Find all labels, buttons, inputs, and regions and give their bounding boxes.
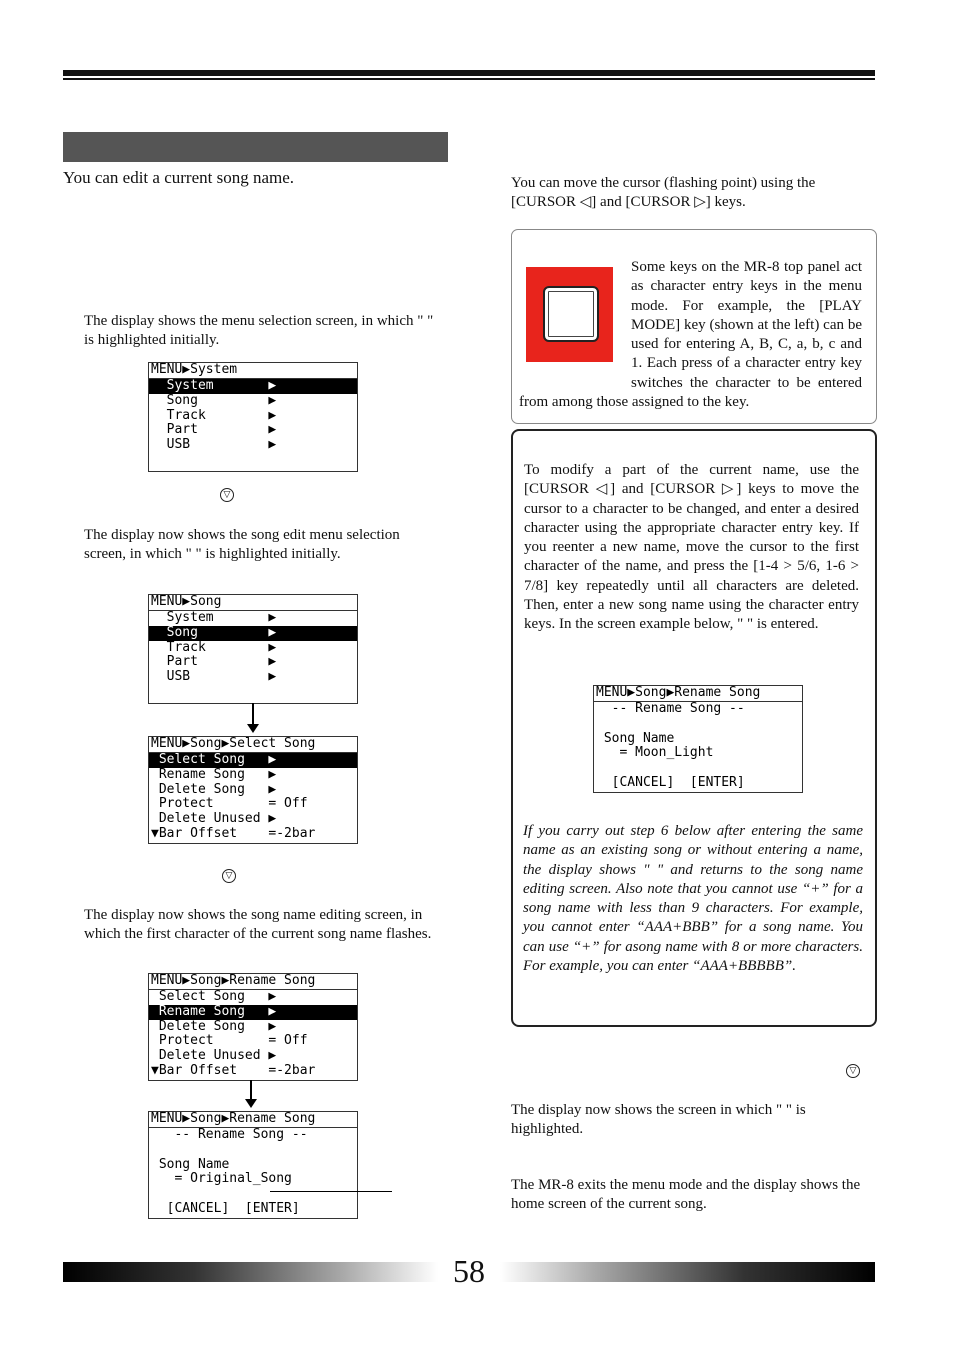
lcd-row xyxy=(594,717,802,732)
lcd-rename-moonlight xyxy=(593,685,803,793)
lcd-row xyxy=(149,1143,357,1158)
lcd-row: Track ▶ xyxy=(151,408,277,423)
step1-description: The display shows the menu selection screen, in which " " is highlighted initially. xyxy=(84,313,434,349)
lcd-row: = Original_Song xyxy=(151,1172,292,1187)
lcd-row: Protect = Off xyxy=(151,1034,308,1049)
step3-description: The display now shows the song name editing screen, in which the first character of the current song name flashes. xyxy=(84,907,432,943)
lcd-row xyxy=(594,761,802,776)
lcd-row-highlighted: Rename Song ▶ xyxy=(149,1005,357,1020)
lcd-row: Select Song ▶ xyxy=(151,990,277,1004)
italic-note: If you carry out step 6 below after entering the same name as an existing song or without entering a name, the display shows " " and returns to the song name editing screen. Also note that you cannot use “+” for a song name with less than 9 characters. For example, you cannot enter “AAA+BBB” for a song name. You can use “+” for asong name with 8 or more characters. For example, you can enter “AAA+BBBBB”. xyxy=(523,823,863,975)
lcd-row: [CANCEL] [ENTER] xyxy=(151,1201,300,1216)
down-key-icon-3: ▽ xyxy=(846,1064,860,1078)
key-info-body: Some keys on the MR-8 top panel act as character entry keys in the menu mode. For example, the [PLAY MODE] key (shown at the left) can be used for entering A, B, C, a, b, c and 1. Each press of a character entry key switches the character to be entered from among those assigned to the key. xyxy=(519,259,862,411)
key-info-text xyxy=(519,258,862,412)
lcd-row: Delete Song ▶ xyxy=(151,782,277,797)
lcd-row: -- Rename Song -- xyxy=(151,1128,308,1142)
step2-key-note xyxy=(220,486,234,504)
lcd-row: [CANCEL] [ENTER] xyxy=(596,775,745,790)
lcd-menu-song xyxy=(148,594,358,704)
page-number: 58 xyxy=(453,1253,485,1289)
step6-key-note xyxy=(846,1062,860,1080)
lcd-title: MENU▶Song▶Select Song xyxy=(149,737,357,753)
cursor-callout-line xyxy=(270,1191,392,1192)
lcd-row: Part ▶ xyxy=(151,423,277,438)
down-key-icon-2: ▽ xyxy=(222,869,236,883)
footer-bar-left xyxy=(63,1262,438,1282)
arrow-head-2 xyxy=(245,1099,257,1108)
lcd-row: Song Name xyxy=(596,731,675,746)
lcd-row-highlighted: Select Song ▶ xyxy=(149,753,357,768)
section-heading-bar xyxy=(63,132,448,162)
lcd-row: Part ▶ xyxy=(151,655,277,670)
lcd-row: = Moon_Light xyxy=(596,746,714,761)
lcd-title: MENU▶Song▶Rename Song xyxy=(149,974,357,990)
lcd-row: USB ▶ xyxy=(151,670,277,685)
top-rule xyxy=(63,70,875,76)
lcd-row: USB ▶ xyxy=(151,438,277,453)
lcd-menu-system xyxy=(148,362,358,472)
intro-text: You can edit a current song name. xyxy=(63,168,295,187)
key-image-spacer xyxy=(519,258,631,374)
lcd-row: ▼Bar Offset =-2bar xyxy=(151,1063,316,1078)
lcd-row: System ▶ xyxy=(151,611,277,625)
lcd-title: MENU▶Song▶Rename Song xyxy=(594,686,802,702)
footer-bar-right xyxy=(500,1262,875,1282)
lcd-row-highlighted: System ▶ xyxy=(149,379,357,394)
lcd-row: Song ▶ xyxy=(151,393,277,408)
cursor-intro-text: You can move the cursor (flashing point) using the [CURSOR ◁] and [CURSOR ▷] keys. xyxy=(511,175,816,211)
lcd-row: Delete Song ▶ xyxy=(151,1019,277,1034)
down-key-icon: ▽ xyxy=(220,488,234,502)
step2-description: The display now shows the song edit menu selection screen, in which " " is highlighted initially. xyxy=(84,527,400,563)
lcd-row-highlighted: Song ▶ xyxy=(149,626,357,641)
lcd-row xyxy=(149,1187,357,1202)
lcd-row: Protect = Off xyxy=(151,797,308,812)
lcd-row: Rename Song ▶ xyxy=(151,767,277,782)
step3-key-note xyxy=(222,867,236,885)
arrow-head-1 xyxy=(247,724,259,733)
modify-text: To modify a part of the current name, use the [CURSOR ◁] and [CURSOR ▷] keys to move the cursor to a character to be changed, and enter a desired character using the appropriate character entry key. If you reenter a new name, move the cursor to the first character of the name, and press the [1-4 > 5/6, 1-6 > 7/8] key repeatedly until all characters are deleted. Then, enter a new song name using the character entry keys. In the screen example below, " " is entered. xyxy=(524,462,859,633)
lcd-row: Track ▶ xyxy=(151,640,277,655)
lcd-row: Song Name xyxy=(151,1157,230,1172)
lcd-rename-song-menu xyxy=(148,973,358,1081)
top-rule-thin xyxy=(63,78,875,80)
lcd-title: MENU▶Song▶Rename Song xyxy=(149,1112,357,1128)
lcd-rename-song-edit xyxy=(148,1111,358,1219)
lcd-row: -- Rename Song -- xyxy=(596,702,745,716)
step6-description: The display now shows the screen in which " " is highlighted. xyxy=(511,1102,806,1138)
lcd-row: Delete Unused ▶ xyxy=(151,812,277,827)
lcd-title: MENU▶System xyxy=(149,363,357,379)
lcd-row: ▼Bar Offset =-2bar xyxy=(151,826,316,841)
lcd-select-song xyxy=(148,736,358,844)
lcd-title: MENU▶Song xyxy=(149,595,357,611)
lcd-row: Delete Unused ▶ xyxy=(151,1049,277,1064)
step7-description: The MR-8 exits the menu mode and the display shows the home screen of the current song. xyxy=(511,1177,861,1213)
